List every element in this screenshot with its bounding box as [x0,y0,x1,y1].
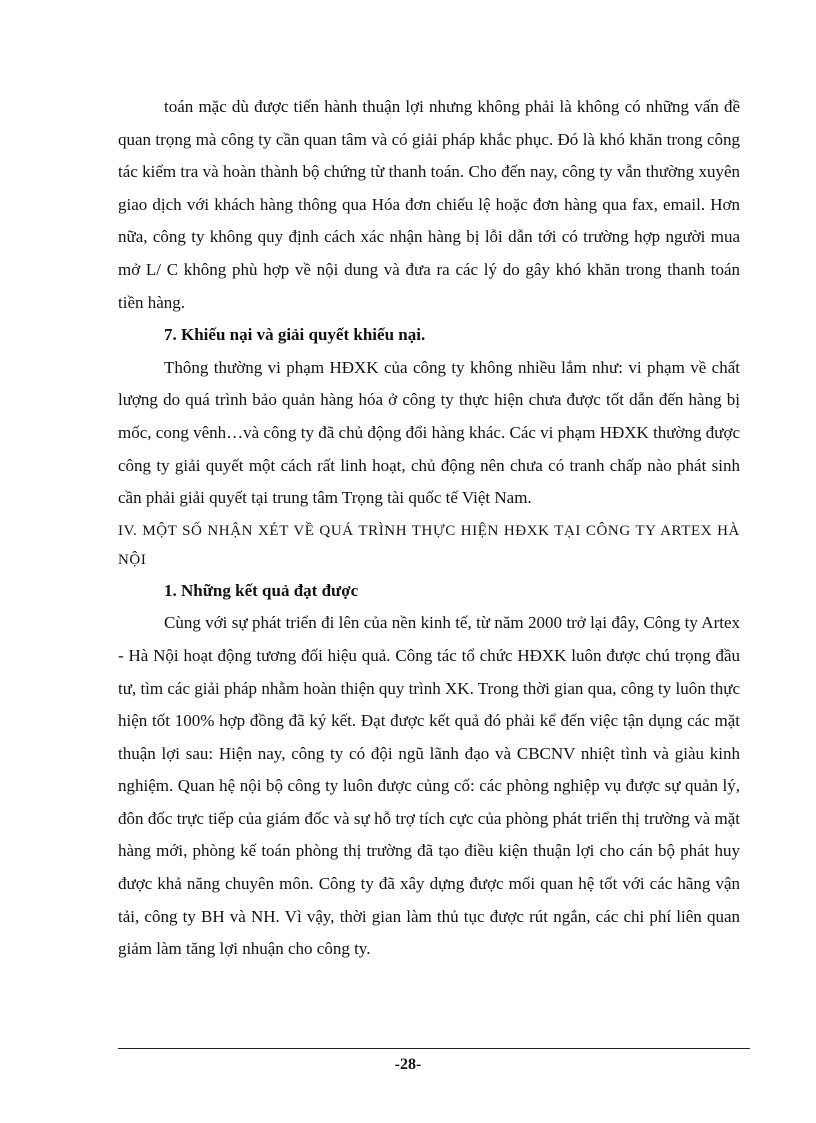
heading-results: 1. Những kết quả đạt được [164,580,359,600]
section-heading-iv: IV. MỘT SỐ NHẬN XÉT VỀ QUÁ TRÌNH THỰC HIỆN HĐXK TẠI CÔNG TY ARTEX HÀ NỘI [118,522,740,568]
paragraph-complaints: Thông thường vi phạm HĐXK của công ty không nhiều lắm như: vi phạm về chất lượng do quá trình bảo quản hàng hóa ở công ty thực hiện chưa được tốt dẫn đến hàng bị mốc, cong vênh…và công ty đã chủ động đổi hàng khác. Các vi phạm HĐXK thường được công ty giải quyết một cách rất linh hoạt, chủ động nên chưa có tranh chấp nào phát sinh cần phải giải quyết tại trung tâm Trọng tài quốc tế Việt Nam. [118,357,740,508]
page-body [118,91,740,966]
paragraph-continuation: toán mặc dù được tiến hành thuận lợi nhưng không phải là không có những vấn đề quan trọng mà công ty cần quan tâm và có giải pháp khắc phục. Đó là khó khăn trong công tác kiểm tra và hoàn thành bộ chứng từ thanh toán. Cho đến nay, công ty vẫn thường xuyên giao dịch với khách hàng thông qua Hóa đơn chiếu lệ hoặc đơn hàng qua fax, email. Hơn nữa, công ty không quy định cách xác nhận hàng bị lỗi dẫn tới có trường hợp người mua mở L/ C không phù hợp về nội dung và đưa ra các lý do gây khó khăn trong thanh toán tiền hàng. [118,97,740,312]
heading-complaints: 7. Khiếu nại và giải quyết khiếu nại. [164,325,426,345]
paragraph-results: Cùng với sự phát triển đi lên của nền kinh tế, từ năm 2000 trở lại đây, Công ty Artex - Hà Nội hoạt động tương đối hiệu quả. Công tác tổ chức HĐXK luôn được chú trọng đầu tư, tìm các giải pháp nhằm hoàn thiện quy trình XK. Trong thời gian qua, công ty luôn thực hiện tốt 100% hợp đồng đã ký kết. Đạt được kết quả đó phải kể đến việc tận dụng các mặt thuận lợi sau: Hiện nay, công ty có đội ngũ lãnh đạo và CBCNV nhiệt tình và giàu kinh nghiệm. Quan hệ nội bộ công ty luôn được củng cố: các phòng nghiệp vụ được sự quản lý, đôn đốc trực tiếp của giám đốc và sự hỗ trợ tích cực của phòng phát triển thị trường và mặt hàng mới, phòng kế toán phòng thị trường đã tạo điều kiện thuận lợi cho cán bộ phát huy được khả năng chuyên môn. Công ty đã xây dựng được mối quan hệ tốt với các hãng vận tải, công ty BH và NH. Vì vậy, thời gian làm thủ tục được rút ngắn, các chi phí liên quan giảm làm tăng lợi nhuận cho công ty. [118,613,740,959]
footer-divider [118,1048,750,1049]
page-number: -28- [394,1056,422,1073]
